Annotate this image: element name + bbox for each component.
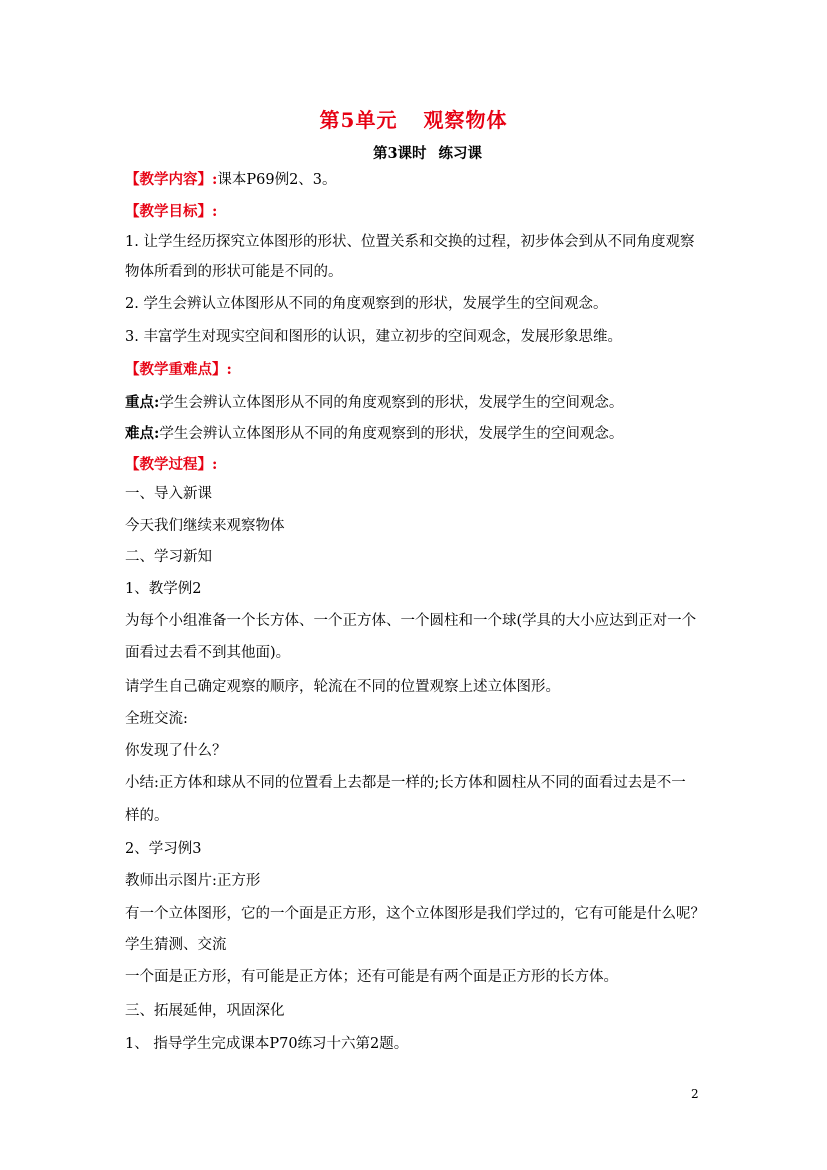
process-line: 三、拓展延伸，巩固深化 [125,1003,285,1019]
page-number: 2 [691,1087,699,1101]
goal-item-2: 2. 学生会辨认立体图形从不同的角度观察到的形状，发展学生的空间观念。 [125,296,608,312]
lesson-subtitle [0,142,827,163]
focus-text: 学生会辨认立体图形从不同的角度观察到的形状，发展学生的空间观念。 [159,395,624,411]
process-line: 教师出示图片:正方形 [125,873,261,889]
process-line: 面看过去看不到其他面)。 [125,645,291,661]
process-line: 一、导入新课 [125,486,212,502]
focus-line [125,393,715,413]
content-label: 【教学内容】: [125,171,218,188]
goal-item-1-line-2: 物体所看到的形状可能是不同的。 [125,264,343,280]
process-line: 你发现了什么？ [125,743,227,759]
focus-label: 重点: [125,394,160,411]
goal-item-1-line-1: 1. 让学生经历探究立体图形的形状、位置关系和交换的过程，初步体会到从不同角度观察 [125,234,695,250]
difficulty-line [125,424,715,444]
lesson-type: 练习课 [438,145,483,162]
content-line [125,170,715,190]
key-points-label: 【教学重难点】: [125,361,232,378]
process-line: 小结:正方体和球从不同的位置看上去都是一样的;长方体和圆柱从不同的面看过去是不一 [125,775,686,791]
process-line: 二、学习新知 [125,549,212,565]
goals-label: 【教学目标】: [125,203,218,220]
process-line: 2、学习例3 [125,841,202,857]
unit-number: 第5单元 [319,108,398,132]
process-line: 今天我们继续来观察物体 [125,518,285,534]
difficulty-text: 学生会辨认立体图形从不同的角度观察到的形状，发展学生的空间观念。 [159,426,624,442]
process-line: 为每个小组准备一个长方体、一个正方体、一个圆柱和一个球(学具的大小应达到正对一个 [125,613,697,629]
process-line: 请学生自己确定观察的顺序，轮流在不同的位置观察上述立体图形。 [125,679,560,695]
process-line: 全班交流: [125,711,188,727]
process-line: 一个面是正方形，有可能是正方体；还有可能是有两个面是正方形的长方体。 [125,969,618,985]
process-line: 1、教学例2 [125,581,202,597]
process-line: 1、 指导学生完成课本P70练习十六第2题。 [125,1036,409,1052]
content-text: 课本P69例2、3。 [217,172,337,188]
goal-item-3: 3. 丰富学生对现实空间和图形的认识，建立初步的空间观念，发展形象思维。 [125,329,622,345]
process-line: 学生猜测、交流 [125,937,227,953]
unit-title [0,104,827,133]
process-line: 有一个立体图形，它的一个面是正方形，这个立体图形是我们学过的，它有可能是什么呢？ [125,906,705,922]
lesson-number: 第3课时 [372,145,427,162]
process-label: 【教学过程】: [125,456,218,473]
difficulty-label: 难点: [125,425,160,442]
process-line: 样的。 [125,808,169,824]
unit-topic: 观察物体 [423,108,508,132]
